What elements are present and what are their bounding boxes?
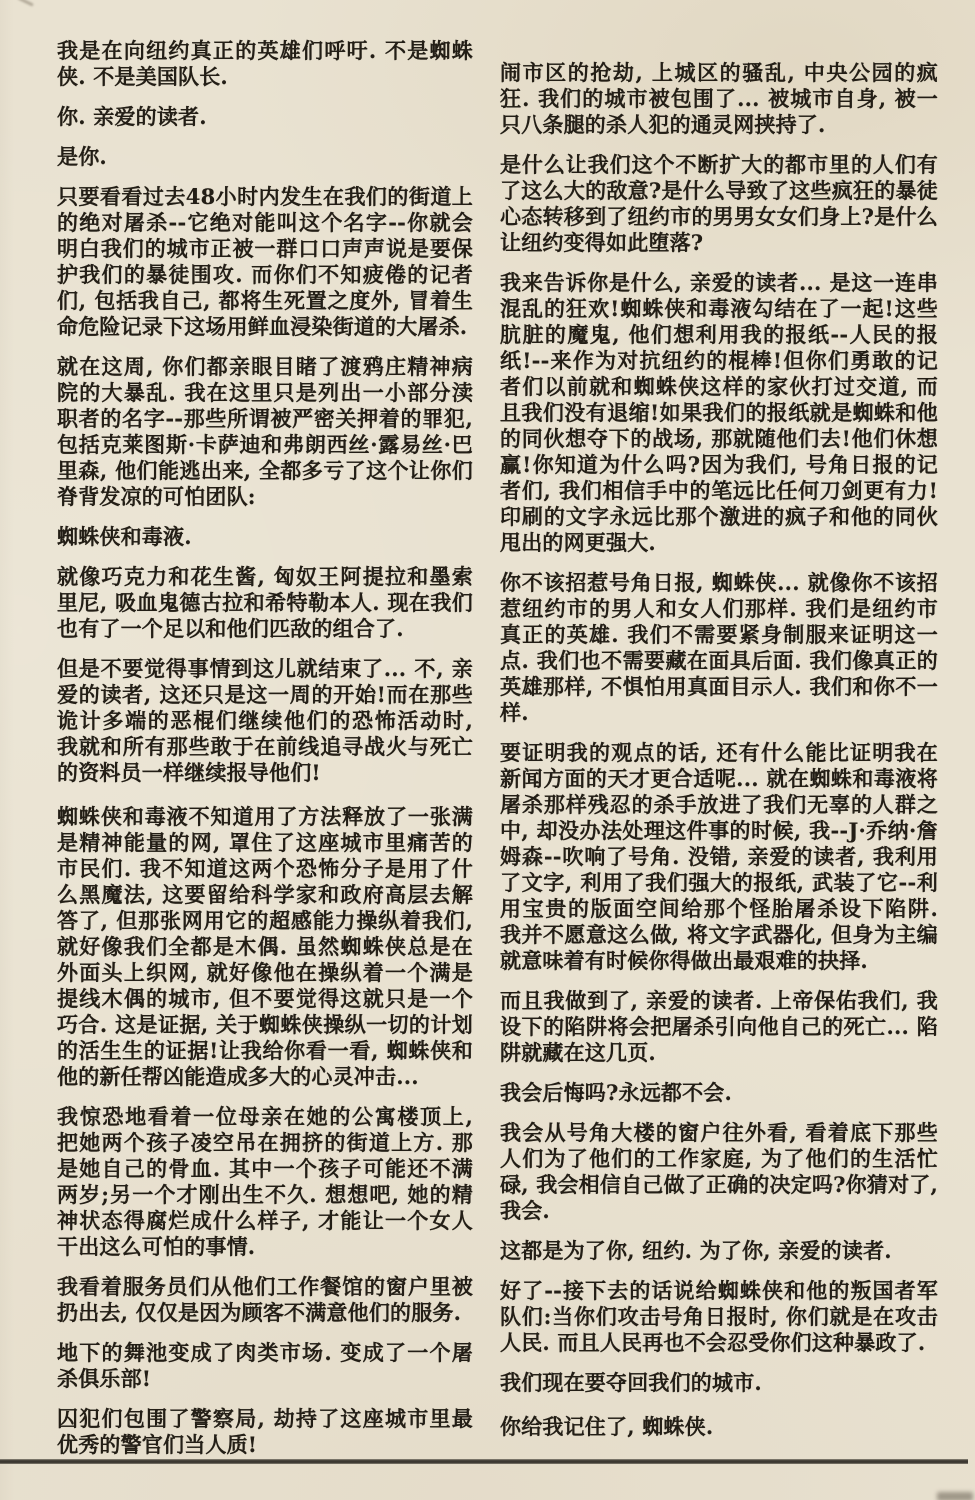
- editorial-paragraph: 这都是为了你, 纽约. 为了你, 亲爱的读者.: [500, 1238, 892, 1263]
- paper-scratch-mark: [17, 0, 34, 7]
- editorial-paragraph: 我看着服务员们从他们工作餐馆的窗户里被扔出去, 仅仅是因为顾客不满意他们的服务.: [57, 1274, 473, 1325]
- editorial-paragraph: 我们现在要夺回我们的城市.: [500, 1370, 762, 1395]
- editorial-paragraph: 我是在向纽约真正的英雄们呼吁. 不是蜘蛛侠. 不是美国队长.: [57, 38, 473, 89]
- editorial-paragraph: 而且我做到了, 亲爱的读者. 上帝保佑我们, 我设下的陷阱将会把屠杀引向他自己的死亡... 陷阱就藏在这几页.: [500, 988, 938, 1065]
- editorial-paragraph: 是什么让我们这个不断扩大的都市里的人们有了这么大的敌意?是什么导致了这些疯狂的暴徒心态转移到了纽约市的男男女女们身上?是什么让纽约变得如此堕落?: [500, 152, 938, 255]
- editorial-paragraph: 但是不要觉得事情到这儿就结束了... 不, 亲爱的读者, 这还只是这一周的开始!而在那些诡计多端的恶棍们继续他们的恐怖活动时, 我就和所有那些敢于在前线追寻战火与死亡的资料员一样继续报导他们!: [57, 656, 473, 785]
- editorial-paragraph: 就像巧克力和花生酱, 匈奴王阿提拉和墨索里尼, 吸血鬼德古拉和希特勒本人. 现在我们也有了一个足以和他们匹敌的组合了.: [57, 564, 473, 641]
- editorial-paragraph: 蜘蛛侠和毒液.: [57, 524, 192, 549]
- editorial-paragraph: 好了--接下去的话说给蜘蛛侠和他的叛国者军队们:当你们攻击号角日报时, 你们就是在攻击人民. 而且人民再也不会忍受你们这种暴政了.: [500, 1278, 938, 1355]
- editorial-paragraph: 要证明我的观点的话, 还有什么能比证明我在新闻方面的天才更合适呢... 就在蜘蛛和毒液将屠杀那样残忍的杀手放进了我们无辜的人群之中, 却没办法处理这件事的时候, 我--J·乔纳·詹姆森--吹响了号角. 没错, 亲爱的读者, 我利用了文字, 利用了我们强大的报纸, 武装了它--利用宝贵的版面空间给那个怪胎屠杀设下陷阱. 我并不愿意这么做, 将文字武器化, 但身为主编就意味着有时候你得做出最艰难的抉择.: [500, 740, 938, 973]
- footer-divider-rule: [0, 1459, 968, 1464]
- editorial-paragraph: 地下的舞池变成了肉类市场. 变成了一个屠杀俱乐部!: [57, 1340, 473, 1391]
- editorial-paragraph: 我会后悔吗?永远都不会.: [500, 1080, 733, 1105]
- editorial-paragraph: 你给我记住了, 蜘蛛侠.: [500, 1414, 714, 1439]
- editorial-paragraph: 我惊恐地看着一位母亲在她的公寓楼顶上, 把她两个孩子凌空吊在拥挤的街道上方. 那是她自己的骨血. 其中一个孩子可能还不满两岁;另一个才刚出生不久. 想想吧, 她的精神状态得腐烂成什么样子, 才能让一个女人干出这么可怕的事情.: [57, 1104, 473, 1259]
- editorial-paragraph: 我来告诉你是什么, 亲爱的读者... 是这一连串混乱的狂欢!蜘蛛侠和毒液勾结在了一起!这些肮脏的魔鬼, 他们想利用我的报纸--人民的报纸!--来作为对抗纽约的棍棒!但你们勇敢的记者们以前就和蜘蛛侠这样的家伙打过交道, 而且我们没有退缩!如果我们的报纸就是蜘蛛和他的同伙想夺下的战场, 那就随他们去!他们休想赢!你知道为什么吗?因为我们, 号角日报的记者们, 我们相信手中的笔远比任何刀剑更有力!印刷的文字永远比那个激进的疯子和他的同伙甩出的网更强大.: [500, 270, 938, 555]
- editorial-paragraph: 就在这周, 你们都亲眼目睹了渡鸦庄精神病院的大暴乱. 我在这里只是列出一小部分渎职者的名字--那些所谓被严密关押着的罪犯, 包括克莱图斯·卡萨迪和弗朗西丝·露易丝·巴里森, 他们能逃出来, 全都多亏了这个让你们脊背发凉的可怕团队:: [57, 354, 473, 509]
- right-column: [500, 60, 938, 1454]
- editorial-paragraph: 囚犯们包围了警察局, 劫持了这座城市里最优秀的警官们当人质!: [57, 1406, 473, 1457]
- left-column: [57, 38, 473, 1472]
- editorial-paragraph: 蜘蛛侠和毒液不知道用了方法释放了一张满是精神能量的网, 罩住了这座城市里痛苦的市民们. 我不知道这两个恐怖分子是用了什么黑魔法, 这要留给科学家和政府高层去解答了, 但那张网用它的超感能力操纵着我们, 就好像我们全都是木偶. 虽然蜘蛛侠总是在外面头上织网, 就好像他在操纵着一个满是提线木偶的城市, 但不要觉得这就只是一个巧合. 这是证据, 关于蜘蛛侠操纵一切的计划的活生生的证据!让我给你看一看, 蜘蛛侠和他的新任帮凶能造成多大的心灵冲击...: [57, 804, 473, 1089]
- editorial-paragraph: 闹市区的抢劫, 上城区的骚乱, 中央公园的疯狂. 我们的城市被包围了... 被城市自身, 被一只八条腿的杀人犯的通灵网挟持了.: [500, 60, 938, 137]
- editorial-paragraph: 你. 亲爱的读者.: [57, 104, 207, 129]
- editorial-paragraph: 你不该招惹号角日报, 蜘蛛侠... 就像你不该招惹纽约市的男人和女人们那样. 我们是纽约市真正的英雄. 我们不需要紧身制服来证明这一点. 我们也不需要藏在面具后面. 我们像真正的英雄那样, 不惧怕用真面目示人. 我们和你不一样.: [500, 570, 938, 725]
- editorial-paragraph: 我会从号角大楼的窗户往外看, 看着底下那些人们为了他们的工作家庭, 为了他们的生活忙碌, 我会相信自己做了正确的决定吗?你猜对了, 我会.: [500, 1120, 938, 1223]
- editorial-paragraph: 是你.: [57, 144, 107, 169]
- editorial-paragraph: 只要看看过去48小时内发生在我们的街道上的绝对屠杀--它绝对能叫这个名字--你就会明白我们的城市正被一群口口声声说是要保护我们的暴徒围攻. 而你们不知疲倦的记者们, 包括我自己, 都将生死置之度外, 冒着生命危险记录下这场用鲜血浸染街道的大屠杀.: [57, 184, 473, 339]
- page-corner-smudge: [937, 1492, 973, 1500]
